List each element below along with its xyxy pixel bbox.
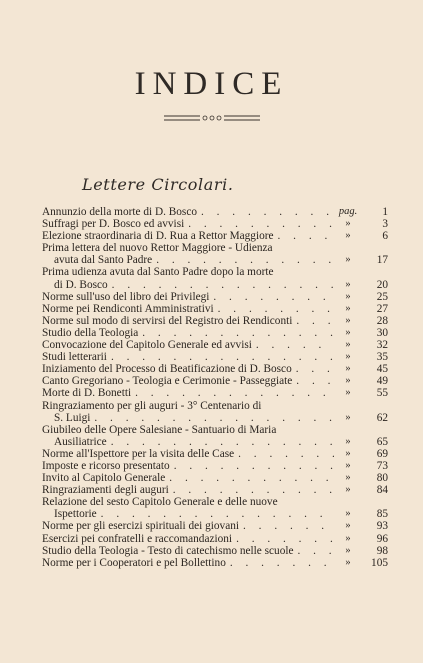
page-marker: » <box>345 484 351 496</box>
toc-entry <box>42 230 388 242</box>
toc-entry-title: S. Luigi <box>54 411 91 424</box>
dot-leader <box>170 460 334 472</box>
page-marker: » <box>345 218 351 230</box>
toc-entry <box>42 303 388 315</box>
toc-entry-title: Studio della Teologia - Testo di catechismo nelle scuole <box>42 544 294 557</box>
page-number: 45 <box>376 363 388 376</box>
toc-entry-line <box>42 242 334 254</box>
toc-entry <box>42 206 388 218</box>
toc-entry-title: Norme sul modo di servirsi del Registro dei Rendiconti <box>42 314 293 327</box>
toc-entry <box>42 484 388 496</box>
toc-entry-line <box>42 448 334 460</box>
toc-entry-line <box>42 412 334 424</box>
toc-entry-line <box>42 484 334 496</box>
toc-entry <box>42 496 388 508</box>
dot-leader <box>292 375 334 387</box>
table-of-contents <box>42 206 388 569</box>
page-title: INDICE <box>134 66 289 102</box>
toc-entry-title: Elezione straordinaria di D. Rua a Rettor Maggiore <box>42 230 274 243</box>
page-number: 55 <box>376 387 388 400</box>
toc-entry-title: Studi letterarii <box>42 351 107 364</box>
toc-entry-line <box>42 436 334 448</box>
dot-leader <box>97 508 334 520</box>
dot-leader <box>209 291 334 303</box>
page-marker: » <box>345 375 351 387</box>
toc-entry <box>42 520 388 532</box>
toc-entry-line <box>42 496 334 508</box>
toc-entry <box>42 315 388 327</box>
toc-entry-line <box>42 533 334 545</box>
page-marker: » <box>345 508 351 520</box>
page-marker: pag. <box>338 206 358 217</box>
toc-entry-line <box>42 303 334 315</box>
page-number: 35 <box>376 351 388 364</box>
toc-entry <box>42 242 388 254</box>
page-marker: » <box>345 472 351 484</box>
toc-entry-title: Norme all'Ispettore per la visita delle Case <box>42 447 235 460</box>
toc-entry <box>42 448 388 460</box>
toc-entry-title: Convocazione del Capitolo Generale ed avvisi <box>42 339 252 352</box>
toc-entry-title: Norme pei Rendiconti Amministrativi <box>42 302 214 315</box>
toc-entry <box>42 351 388 363</box>
toc-entry-title: Ringraziamenti degli auguri <box>42 484 169 497</box>
page-number: 25 <box>376 290 388 303</box>
page-marker: » <box>345 387 351 399</box>
dot-leader <box>138 327 334 339</box>
toc-entry <box>42 291 388 303</box>
toc-entry-line <box>42 339 334 351</box>
toc-entry-title: Studio della Teologia <box>42 326 139 339</box>
toc-entry <box>42 412 388 424</box>
page-marker: » <box>345 556 351 568</box>
dot-leader <box>107 436 334 448</box>
toc-entry-title: Annunzio della morte di D. Bosco <box>42 206 197 218</box>
toc-entry <box>42 254 388 266</box>
toc-entry-title: Ausiliatrice <box>54 435 107 448</box>
page-number: 20 <box>376 278 388 291</box>
page-marker: » <box>345 520 351 532</box>
toc-entry-title: Ispettorie <box>54 508 97 521</box>
toc-entry-line <box>42 400 334 412</box>
toc-entry-title: di D. Bosco <box>54 278 108 291</box>
toc-entry-line <box>42 557 334 569</box>
page-marker: » <box>345 290 351 302</box>
page-number: 17 <box>376 254 388 267</box>
toc-entry-title: Relazione del sesto Capitolo Generale e delle nuove <box>42 496 278 509</box>
toc-entry-title: Canto Gregoriano - Teologia e Cerimonie - Passeggiate <box>42 375 293 388</box>
toc-entry-line <box>42 206 334 218</box>
toc-entry-line <box>42 520 334 532</box>
toc-entry-line <box>42 508 334 520</box>
dot-leader <box>184 218 334 230</box>
dot-leader <box>152 254 334 266</box>
page-marker: » <box>345 278 351 290</box>
page-marker: » <box>345 459 351 471</box>
page-marker: » <box>345 230 351 242</box>
dot-leader <box>107 351 334 363</box>
toc-entry <box>42 460 388 472</box>
toc-entry <box>42 557 388 569</box>
page-number: 30 <box>376 326 388 339</box>
page-marker: » <box>345 544 351 556</box>
toc-entry-line <box>42 363 334 375</box>
toc-entry-line <box>42 545 334 557</box>
dot-leader <box>214 303 334 315</box>
toc-entry <box>42 339 388 351</box>
toc-entry-line <box>42 472 334 484</box>
toc-entry-title: Norme per i Cooperatori e pel Bollettino <box>42 556 226 569</box>
page-marker: » <box>345 254 351 266</box>
page-marker: » <box>345 339 351 351</box>
dot-leader <box>252 339 334 351</box>
page-number: 69 <box>376 447 388 460</box>
toc-entry-title: Invito al Capitolo Generale <box>42 472 166 485</box>
toc-entry-title: Esercizi pei confratelli e raccomandazioni <box>42 532 233 545</box>
toc-entry-title: Iniziamento del Processo di Beatificazione di D. Bosco <box>42 363 292 376</box>
page-number: 73 <box>376 459 388 472</box>
page-number: 65 <box>376 435 388 448</box>
toc-entry-title: Giubileo delle Opere Salesiane - Santuario di Maria <box>42 423 277 436</box>
page-number: 80 <box>376 472 388 485</box>
toc-entry-line <box>42 327 334 339</box>
page-number: 62 <box>376 411 388 424</box>
toc-entry <box>42 387 388 399</box>
toc-entry <box>42 424 388 436</box>
dot-leader <box>274 230 334 242</box>
page-number: 96 <box>376 532 388 545</box>
toc-entry <box>42 375 388 387</box>
page-marker: » <box>345 532 351 544</box>
toc-entry-line <box>42 424 334 436</box>
title-ornament <box>162 112 262 124</box>
page-number: 105 <box>371 556 388 569</box>
toc-entry-line <box>42 375 334 387</box>
page-number: 1 <box>382 206 388 218</box>
page-number: 28 <box>376 314 388 327</box>
dot-leader <box>197 206 334 218</box>
dot-leader <box>169 484 334 496</box>
dot-leader <box>292 363 334 375</box>
toc-entry-line <box>42 266 334 278</box>
page-marker: » <box>345 411 351 423</box>
page-number: 32 <box>376 339 388 352</box>
toc-entry-title: avuta dal Santo Padre <box>54 254 153 267</box>
toc-entry-title: Prima udienza avuta dal Santo Padre dopo la morte <box>42 266 274 279</box>
page-marker: » <box>345 302 351 314</box>
toc-entry-line <box>42 279 334 291</box>
toc-entry-title: Suffragi per D. Bosco ed avvisi <box>42 218 185 231</box>
toc-entry-title: Prima lettera del nuovo Rettor Maggiore - Udienza <box>42 242 273 255</box>
page-marker: » <box>345 314 351 326</box>
toc-entry <box>42 218 388 230</box>
dot-leader <box>234 448 334 460</box>
section-heading: Lettere Circolari. <box>82 175 234 194</box>
dot-leader <box>165 472 334 484</box>
page-marker: » <box>345 435 351 447</box>
toc-entry <box>42 508 388 520</box>
toc-entry <box>42 363 388 375</box>
dot-leader <box>239 520 334 532</box>
toc-entry <box>42 533 388 545</box>
toc-entry <box>42 400 388 412</box>
toc-entry-line <box>42 291 334 303</box>
toc-entry-line <box>42 230 334 242</box>
page-number: 27 <box>376 302 388 315</box>
toc-entry <box>42 545 388 557</box>
page-number: 6 <box>382 230 388 243</box>
dot-leader <box>226 557 334 569</box>
page-number: 93 <box>376 520 388 533</box>
toc-entry-title: Ringraziamento per gli auguri - 3° Centenario di <box>42 399 262 412</box>
toc-entry-line <box>42 460 334 472</box>
page-marker: » <box>345 326 351 338</box>
toc-entry <box>42 279 388 291</box>
page-marker: » <box>345 363 351 375</box>
toc-entry-line <box>42 254 334 266</box>
toc-entry-line <box>42 351 334 363</box>
toc-entry-line <box>42 315 334 327</box>
page-number: 3 <box>382 218 388 231</box>
dot-leader <box>108 279 334 291</box>
toc-entry-title: Morte di D. Bonetti <box>42 387 132 400</box>
dot-leader <box>294 545 335 557</box>
toc-entry <box>42 472 388 484</box>
toc-entry-title: Norme sull'uso del libro dei Privilegi <box>42 290 210 303</box>
page-number: 98 <box>376 544 388 557</box>
page-marker: » <box>345 447 351 459</box>
page-number: 49 <box>376 375 388 388</box>
toc-entry <box>42 327 388 339</box>
toc-entry-line <box>42 218 334 230</box>
dot-leader <box>90 412 334 424</box>
toc-entry <box>42 266 388 278</box>
dot-leader <box>232 533 334 545</box>
toc-entry-line <box>42 387 334 399</box>
toc-entry-title: Imposte e ricorso presentato <box>42 459 170 472</box>
page-number: 84 <box>376 484 388 497</box>
page-number: 85 <box>376 508 388 521</box>
toc-entry <box>42 436 388 448</box>
dot-leader <box>131 387 334 399</box>
page-marker: » <box>345 351 351 363</box>
toc-entry-title: Norme per gli esercizi spirituali dei giovani <box>42 520 240 533</box>
dot-leader <box>292 315 334 327</box>
